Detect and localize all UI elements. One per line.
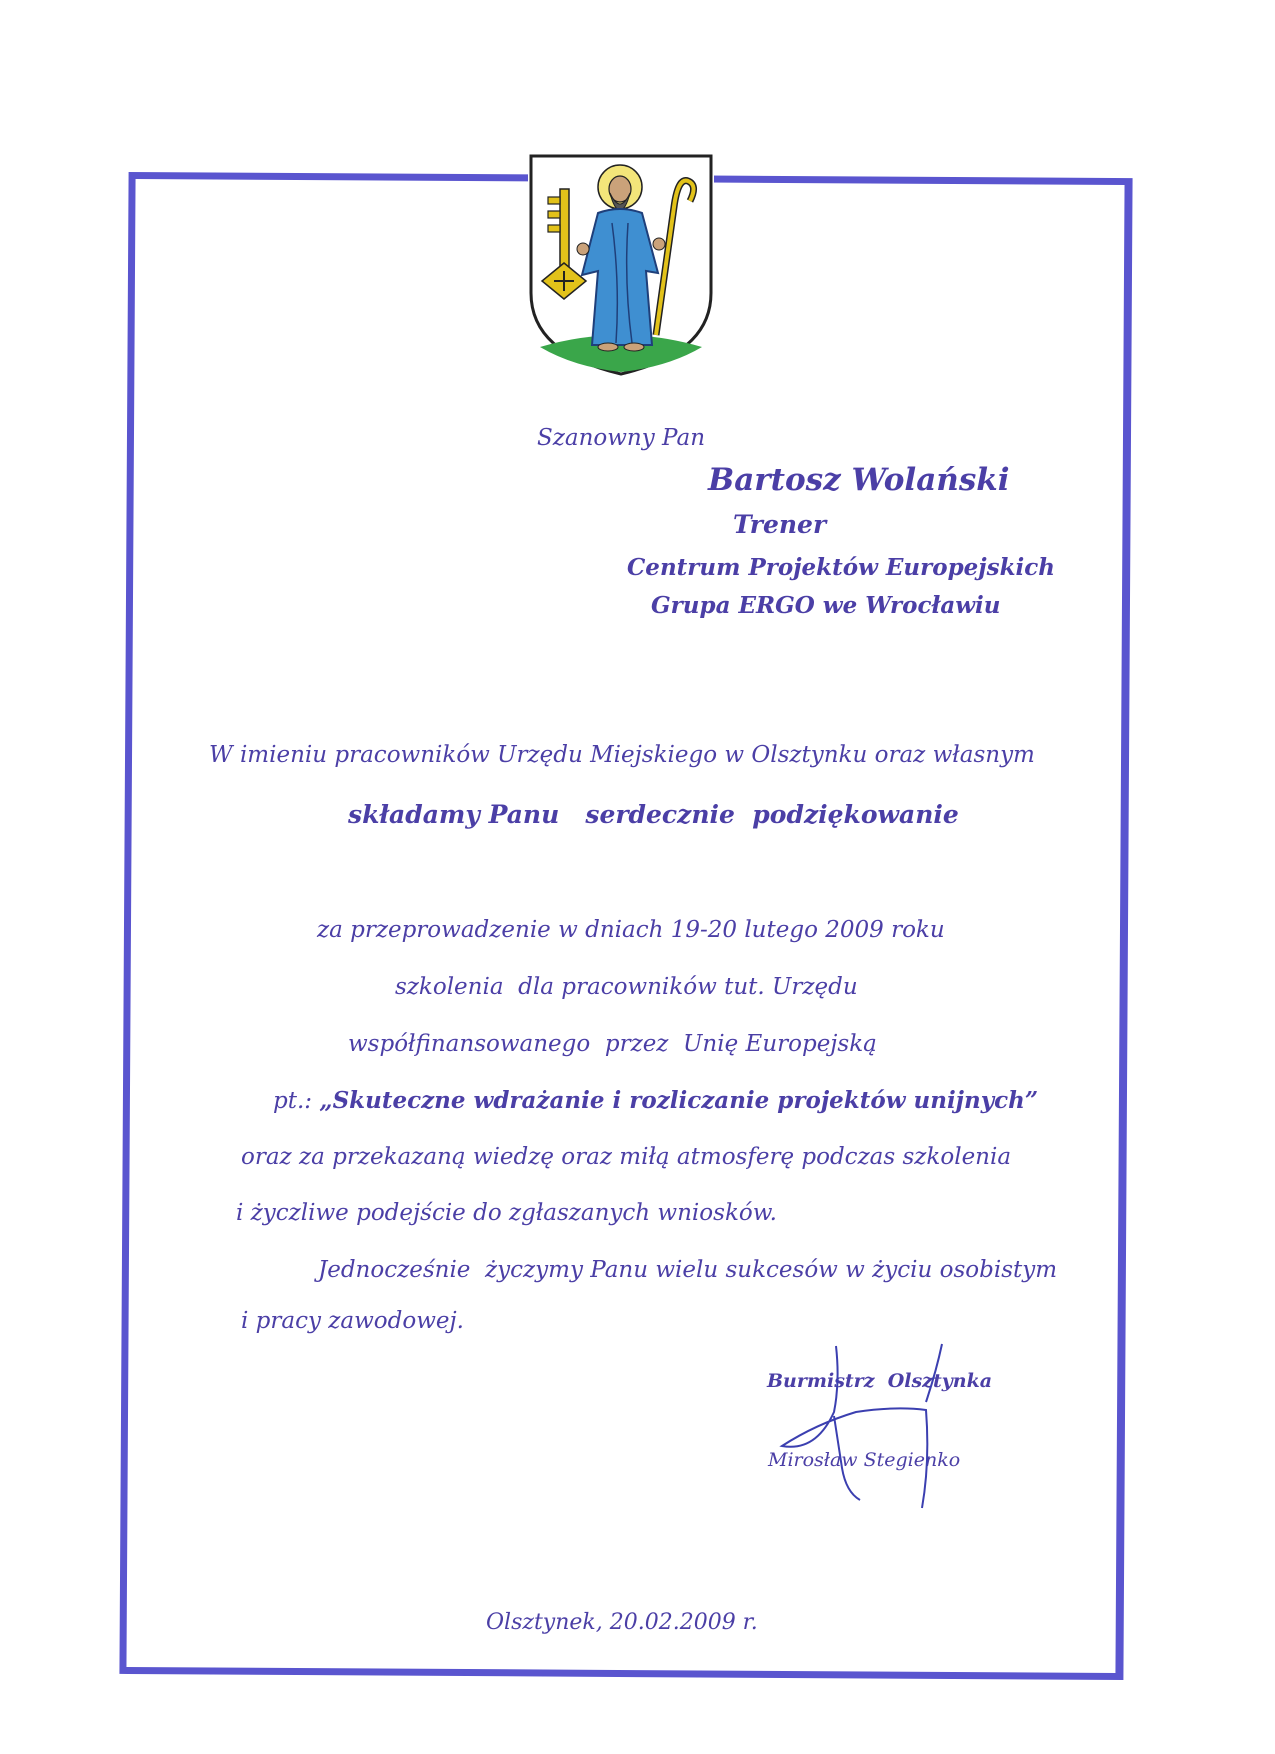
body-line-4: oraz za przekazaną wiedzę oraz miłą atmosferę podczas szkolenia bbox=[241, 1144, 1012, 1170]
training-title: „Skuteczne wdrażanie i rozliczanie projektów unijnych” bbox=[319, 1087, 1039, 1114]
place-and-date: Olsztynek, 20.02.2009 r. bbox=[486, 1610, 758, 1635]
body-line-7: i pracy zawodowej. bbox=[241, 1308, 464, 1334]
signatory-title: Burmistrz Olsztynka bbox=[767, 1370, 993, 1392]
body-line-5: i życzliwe podejście do zgłaszanych wniosków. bbox=[236, 1200, 777, 1226]
thanks-heading: składamy Panu serdecznie podziękowanie bbox=[348, 800, 959, 829]
signatory-name: Mirosław Stegienko bbox=[768, 1449, 961, 1471]
body-line-6: Jednocześnie życzymy Panu wielu sukcesów w życiu osobistym bbox=[318, 1257, 1058, 1283]
recipient-role: Trener bbox=[733, 510, 827, 539]
training-title-line bbox=[273, 1087, 1038, 1114]
handwritten-signature-icon bbox=[776, 1342, 976, 1512]
intro-line: W imieniu pracowników Urzędu Miejskiego w Olsztynku oraz własnym bbox=[209, 742, 1035, 768]
body-line-3: współfinansowanego przez Unię Europejską bbox=[348, 1031, 877, 1057]
training-title-prefix: pt.: bbox=[273, 1088, 320, 1114]
body-line-1: za przeprowadzenie w dniach 19-20 lutego 2009 roku bbox=[317, 917, 945, 943]
recipient-organization-line2: Grupa ERGO we Wrocławiu bbox=[651, 592, 1001, 619]
body-line-2: szkolenia dla pracowników tut. Urzędu bbox=[395, 974, 858, 1000]
saint-with-key-emblem-icon bbox=[528, 153, 714, 377]
recipient-name: Bartosz Wolański bbox=[708, 462, 1010, 498]
recipient-organization: Centrum Projektów Europejskich bbox=[627, 554, 1055, 581]
coat-of-arms-emblem bbox=[528, 153, 714, 377]
salutation: Szanowny Pan bbox=[537, 425, 706, 451]
